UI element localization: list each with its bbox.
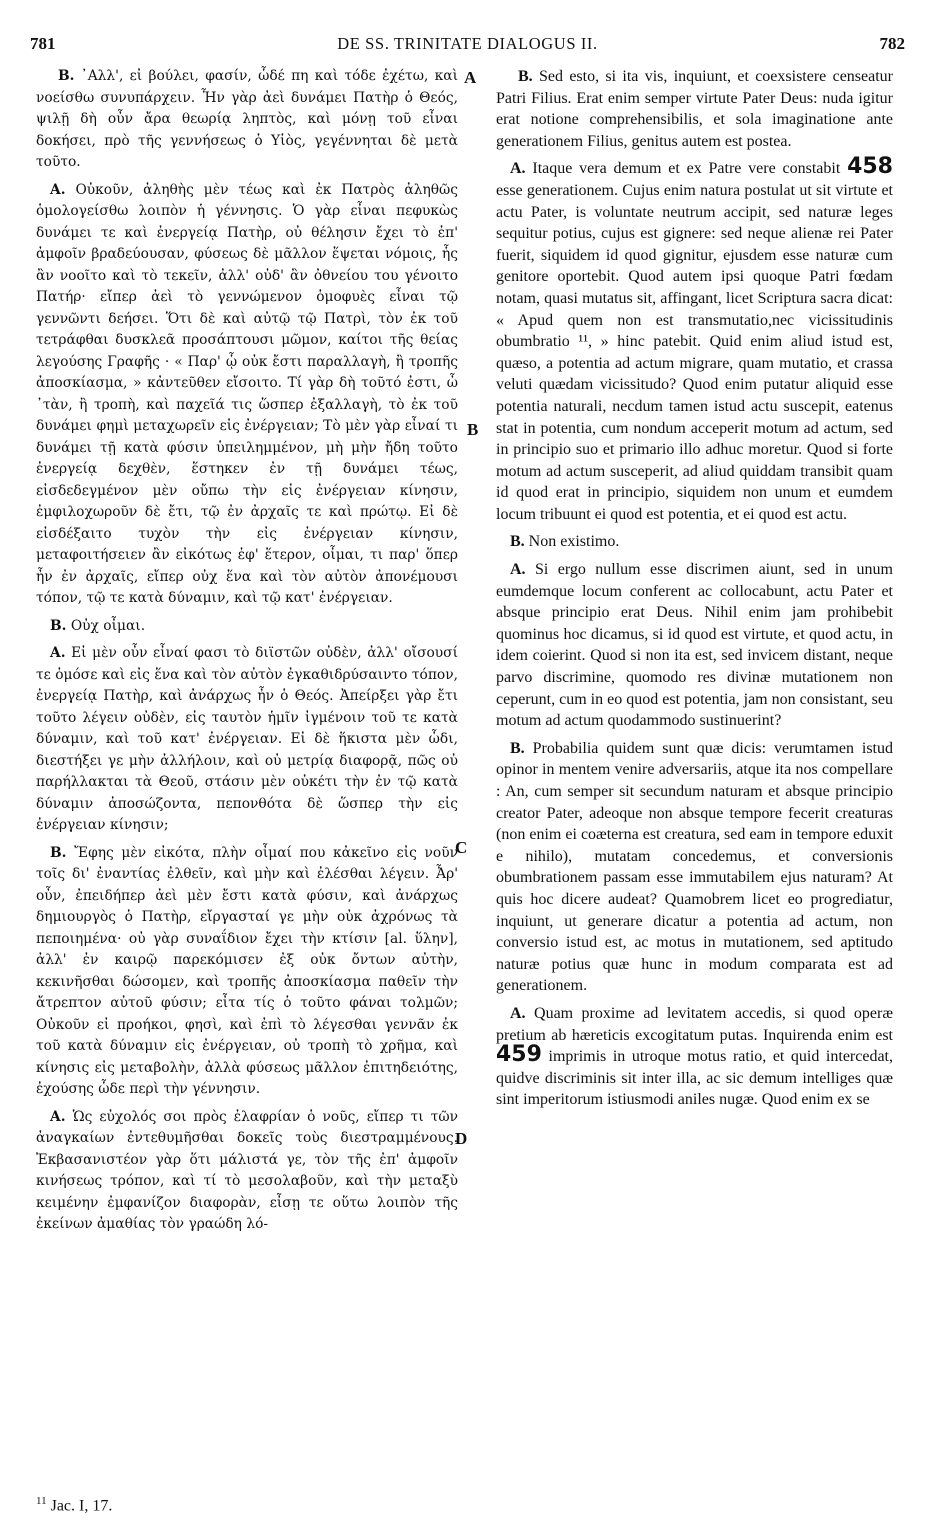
- speaker-label: B.: [510, 533, 525, 551]
- paragraph-text: ᾿Αλλ', εἰ βούλει, φασίν, ὧδέ πη καὶ τόδε ἐχέτω, καὶ νοείσθω συνυπάρχειν. Ἦν γὰρ ἀεὶ δυνάμει Πατὴρ ὁ Θεός, ψιλῇ δὴ οὖν ἄρα θεωρίᾳ ληπτὸς, καὶ μόνῃ τοῦ εἶναι δοκήσει, πρὸ τῆς γεννήσεως ὁ Υἱὸς, γεγέννηται δὲ μετὰ τοῦτο.: [36, 68, 458, 170]
- speaker-label: A.: [510, 160, 526, 178]
- footnote-ref: 11: [36, 1495, 47, 1507]
- paragraph-text: Probabilia quidem sunt quæ dicis: verumtamen istud opinor in mentem venire adversariis, atque ita nos compellare : An, cum semper sit secundum naturam et absque principio creator Pater, adeoque non absque tempore fecerit creaturas (non enim ei coæterna est creatura, sed eam in tempore eduxit e nihilo), mutatam concedemus, et conversionis obumbrationem passam esse immutabilem ejus naturam? At quis hoc dicere audeat? Quamobrem licet eo progrediatur, inquiunt, ut generare dicatur a potentia ad actum, non conversio istud est, ac motus in mutationem, sed aptitudo naturæ potius quæ hunc in modum comparata est ad generationem.: [496, 739, 894, 995]
- paragraph-text: Non existimo.: [528, 533, 620, 551]
- speaker-label: B.: [58, 68, 75, 84]
- page-number-left: 781: [30, 34, 56, 53]
- footnote-text: Jac. I, 17.: [50, 1497, 113, 1515]
- column-number: 458: [847, 154, 893, 180]
- margin-marker-c: C: [455, 838, 468, 857]
- latin-paragraph: [496, 531, 893, 553]
- greek-paragraph: [36, 66, 458, 174]
- latin-paragraph: [496, 154, 893, 525]
- latin-paragraph: [496, 738, 893, 997]
- paragraph-text: imprimis in utroque motus ratio, et quid intercedat, quidve discriminis sit inter illa, ac sic demum intelliges quæ sint imperitorum istiusmodi aniles nugæ. Quod enim ex se: [496, 1048, 893, 1109]
- running-head: [30, 34, 905, 58]
- speaker-label: A.: [50, 645, 66, 661]
- latin-paragraph: [496, 1003, 893, 1111]
- column-number: 459: [496, 1042, 542, 1068]
- paragraph-text: Si ergo nullum esse discrimen aiunt, sed in unum eumdemque locum conferent ac collocabunt, actu Pater et absque principio erat Deus. Nihil enim jam prohibebit quominus hoc dicamus, si id quod est virtute, et quod actu, in idem coierint. Quod si non ita est, sed invicem distant, neque parvo discrimine, quomodo res divinæ mutationem non ceperunt, cum in eo quod est potentia, jam non consistant, seu motum ad actum quodammodo sustinuerint?: [496, 561, 893, 730]
- greek-paragraph: [36, 1107, 458, 1236]
- footnote: [36, 1495, 112, 1515]
- speaker-label: A.: [510, 561, 526, 579]
- margin-marker-d: D: [455, 1129, 468, 1148]
- margin-marker-b: B: [467, 420, 479, 439]
- speaker-label: A.: [50, 181, 66, 198]
- paragraph-text: Sed esto, si ita vis, inquiunt, et coexsistere censeatur Patri Filius. Erat enim semper virtute Pater Deus: nuda igitur erat notione comprehensibilis, et sola imaginatione ante generationem Filius, genitus autem est postea.: [496, 68, 894, 150]
- paragraph-text: Ὡς εὐχολός σοι πρὸς ἐλαφρίαν ὁ νοῦς, εἴπερ τι τῶν ἀναγκαίων ἐντεθυμῆσθαι δοκεῖς τοὺς διεστραμμένους. Ἐκβασανιστέον γὰρ ὅτι μάλιστά γε, τὸν τῆς ἐπ' ἀμφοῖν κινήσεως τρόπον, καὶ τί τὸ μεσολαβοῦν, καὶ τὴν μεταξὺ κειμένην ἐμφανίζον διαφορὰν, εἶσῃ τε οὕτω λοιπὸν τῆς ἐκείνων ἀμαθίας τὸν γραώδη λό-: [36, 1108, 459, 1232]
- greek-paragraph: [36, 843, 458, 1101]
- page-number-right: 782: [879, 34, 905, 53]
- greek-paragraph: [36, 180, 458, 610]
- paragraph-text: Quam proxime ad levitatem accedis, si quod operæ pretium ab hæreticis excogitatum putas. Inquirenda enim est: [496, 1004, 894, 1044]
- latin-column: [496, 66, 893, 1117]
- paragraph-text: Itaque vera demum et ex Patre vere constabit: [532, 160, 841, 178]
- running-title: DE SS. TRINITATE DIALOGUS II.: [337, 34, 598, 53]
- margin-marker-a: A: [464, 68, 477, 87]
- paragraph-text: Εἰ μὲν οὖν εἶναί φασι τὸ διϊστῶν οὐδὲν, ἀλλ' οἴσουσί τε ὁμόσε καὶ εἰς ἕνα καὶ τὸν αὐτὸν ἐγκαθιδρύσαιντο τόπον, ἐνεργείᾳ Πατὴρ, καὶ ἀνάρχως ἦν ὁ Θεός. Ἀπείρξει γὰρ ἔτι τοῦτο λέγειν οὐδὲν, εἰς ταυτὸν ἡμῖν ἰγμένοιν τοῦ τε κατὰ δύναμιν, καὶ τοῦ κατ' ἐνέργειαν. Εἰ δὲ ἥκιστα μὲν ὧδι, διεστήξει γε μὴν ἀλλήλοιν, καὶ οὐ μετρίᾳ διαφορᾷ, πῶς οὐ παρήλλακται τὰ Θεοῦ, στάσιν μὲν οὐκέτι τὴν ἐν τῷ κατὰ δύναμιν ἀποσώζοντα, πεπονθότα δὲ ὥσπερ τὴν εἰς ἐνέργειαν κίνησιν;: [36, 645, 459, 833]
- speaker-label: B.: [50, 844, 67, 861]
- paragraph-text: Οὐχ οἶμαι.: [70, 617, 146, 634]
- speaker-label: A.: [50, 1108, 66, 1125]
- speaker-label: B.: [518, 68, 533, 85]
- speaker-label: B.: [50, 617, 67, 634]
- paragraph-text: esse generationem. Cujus enim natura postulat ut sit virtute et actu Pater, is voluntate neutrum accipit, sed naturæ leges sequitur potius, cujus est gignere: sed neque alienæ rei Pater fuerit, siquidem id quod gignitur, ejusdem esse naturæ cum genitore oportebit. Quod autem ipsi quoque Patri fœdam notam, quasi mutatus sit, affingant, licet Scriptura sacra dicat: « Apud quem non est transmutatio,nec vicissitudinis obumbratio ¹¹, » hinc patebit. Quid enim aliud istud est, quæso, a potentia ad actum migrare, quam mutatio, et crassa veluti quædam vicissitudo? Quod enim putatur aliquid esse potentia naturali, necdum tamen istud actu suscepit, eatenus stat in potentia, cum nondum acceperit motum ad actum, sed in principio suo et primario illo adhuc moretur. Quod si forte motum ad actum susceperit, ad aliud quiddam transibit quam id quod erat in principio, siquidem non unum et eumdem locum tribuunt ei quod est potentia, et ei quod est actu.: [496, 181, 893, 523]
- greek-column: [36, 66, 458, 1242]
- paragraph-text: Ἔφης μὲν εἰκότα, πλὴν οἶμαί που κἀκεῖνο εἰς νοῦν τοῖς δι' ἐναντίας ἐλθεῖν, καὶ μὴν καὶ ἐλέσθαι λέγειν. Ἆρ' οὖν, ἐπειδήπερ ἀεὶ μὲν ἔστι κατὰ φύσιν, καὶ ἀνάρχως δημιουργὸς ὁ Πατὴρ, εἴργασταί γε μὴν οὐκ ἀχρόνως τὰ πεποιημένα· οὐ γὰρ συναΐδιον ἔχει τὴν κτίσιν [al. ὕλην], ἀλλ' ἐν καιρῷ παρεκόμισεν ἐξ οὐκ ὄντων αὐτὴν, κεκινῆσθαι δώσομεν, καὶ τροπῆς ἀποσκίασμα παθεῖν τὴν ἄτρεπτον αὐτοῦ φύσιν; εἶτα τίς ὁ τοῦτο φάναι τολμῶν; Οὐκοῦν εἰ προήκοι, φησὶ, καὶ ἐπὶ τὸ λέγεσθαι γεννᾶν ἐκ τοῦ κατὰ δύναμιν εἰς ἐνέργειαν, οὐ τροπὴ τὸ χρῆμα, καὶ κίνησις εἰς μεταβολὴν, ἀλλὰ φύσεως μᾶλλον ἐπιτηδειότης, ἐχούσης ὧδε περὶ τὴν γέννησιν.: [36, 844, 458, 1097]
- speaker-label: B.: [510, 739, 525, 757]
- latin-paragraph: [496, 559, 893, 732]
- speaker-label: A.: [510, 1004, 526, 1022]
- greek-paragraph: [36, 616, 458, 638]
- latin-paragraph: [496, 66, 893, 152]
- paragraph-text: Οὐκοῦν, ἀληθὴς μὲν τέως καὶ ἐκ Πατρὸς ἀληθῶς ὁμολογείσθω λοιπὸν ἡ γέννησις. Ὁ γὰρ εἶναι πεφυκὼς δυνάμει τε καὶ ἐνεργείᾳ Πατὴρ, οὐ θέλησιν ἔχει τὸ ἐπ' ἀμφοῖν βραδεύουσαν, φύσεως δὲ μᾶλλον ἕψεται νόμοις, ἧς ἂν νοοῖτο καὶ τὸ τεκεῖν, ἀλλ' οὐδ' ἂν ὀθνείου του γένοιτο Πατήρ· εἴπερ ἀεὶ τὸ γεννώμενον ὁμοφυὲς εἶναι τῷ γεννῶντι δεήσει. Ὅτι δὲ καὶ αὐτῷ τῷ Πατρὶ, τὸν ἐκ τοῦ τετράφθαι δυσκλεᾶ προσάπτουσι μῶμον, καίτοι τῆς θείας λεγούσης Γραφῆς · « Παρ' ᾧ οὐκ ἔστι παραλλαγὴ, ἢ τροπῆς ἀποσκίασμα, » κἀντεῦθεν εἴσοιτο. Τί γὰρ δὴ τοῦτό ἐστι, ὦ ᾿τὰν, ἢ τροπὴ, καὶ παχεῖά τις ὥσπερ ἐξαλλαγὴ, τὸ ἐκ τοῦ δυνάμει φημὶ μεταχωρεῖν εἰς ἐνέργειαν; Τὸ μὲν γὰρ εἶναί τι δυνάμει τῇ κατὰ φύσιν ὑπειλημμένον, μὴ μὴν ἤδη τοῦτο ἐνεργείᾳ δεχθὲν, ἕστηκεν ἐν τῇ δυνάμει τέως, εἰσδεδεγμένον μὲν οὔπω τὴν εἰς ἐνέργειαν κίνησιν, ἐμφιλοχωροῦν δὲ ἔτι, τῷ ἐν ἀρχαῖς τε καὶ πρώτῳ. Εἰ δὲ εἰσδέξαιτο τυχὸν τὴν εἰς ἐνέργειαν κίνησιν, μεταφοιτήσειεν ἂν εἰκότως ἐφ' ἕτερον, οἶμαι, τι παρ' ὅπερ ἦν ἐν ἀρχαῖς, εἴπερ οὐχ ἕνα καὶ τὸν αὐτὸν ἀπονέμουσι τόπον, τῷ τε κατὰ δύναμιν, καὶ τῷ κατ' ἐνέργειαν.: [36, 181, 458, 606]
- greek-paragraph: [36, 643, 458, 837]
